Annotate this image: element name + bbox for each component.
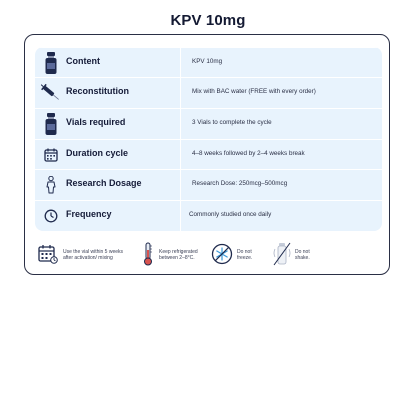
storage-text: Use the vial within 5 weeks after activation/ mixing <box>63 249 124 261</box>
storage-item-use-within <box>37 241 137 267</box>
row-vials-required <box>35 108 382 138</box>
info-card <box>24 34 390 275</box>
row-value: 4–8 weeks followed by 2–4 weeks break <box>192 150 305 157</box>
clock-icon <box>41 205 61 227</box>
row-duration-cycle <box>35 139 382 169</box>
row-value: Commonly studied once daily <box>189 211 272 218</box>
person-icon <box>41 174 61 196</box>
vial-icon <box>41 52 61 74</box>
row-frequency <box>35 200 382 230</box>
no-shake-icon <box>271 241 293 267</box>
row-label: Duration cycle <box>66 148 129 158</box>
vial-icon <box>41 113 61 135</box>
row-value: 3 Vials to complete the cycle <box>192 119 272 126</box>
spec-table <box>35 47 382 231</box>
row-value: Mix with BAC water (FREE with every order) <box>192 88 316 95</box>
row-value: KPV 10mg <box>192 58 223 65</box>
row-label: Content <box>66 56 100 66</box>
row-label: Frequency <box>66 209 112 219</box>
row-research-dosage <box>35 169 382 199</box>
storage-text: Do not freeze. <box>237 249 253 261</box>
row-label: Vials required <box>66 117 126 127</box>
page-title: KPV 10mg <box>170 12 246 29</box>
storage-text: Do not shake. <box>295 249 310 261</box>
storage-instructions <box>35 241 382 267</box>
calendar-icon <box>41 144 61 166</box>
storage-text: Keep refrigerated between 2–8°C. <box>159 249 198 261</box>
row-label: Research Dosage <box>66 178 142 188</box>
syringe-icon <box>41 82 61 104</box>
storage-item-no-freeze <box>211 241 267 267</box>
thermometer-icon <box>137 241 159 267</box>
storage-item-refrigerate <box>137 241 213 267</box>
row-value: Research Dose: 250mcg–500mcg <box>192 180 288 187</box>
storage-item-no-shake <box>271 241 351 267</box>
snowflake-icon <box>211 241 233 267</box>
calendar-grid-icon <box>37 241 59 267</box>
row-content <box>35 47 382 77</box>
row-reconstitution <box>35 77 382 107</box>
row-label: Reconstitution <box>66 86 129 96</box>
